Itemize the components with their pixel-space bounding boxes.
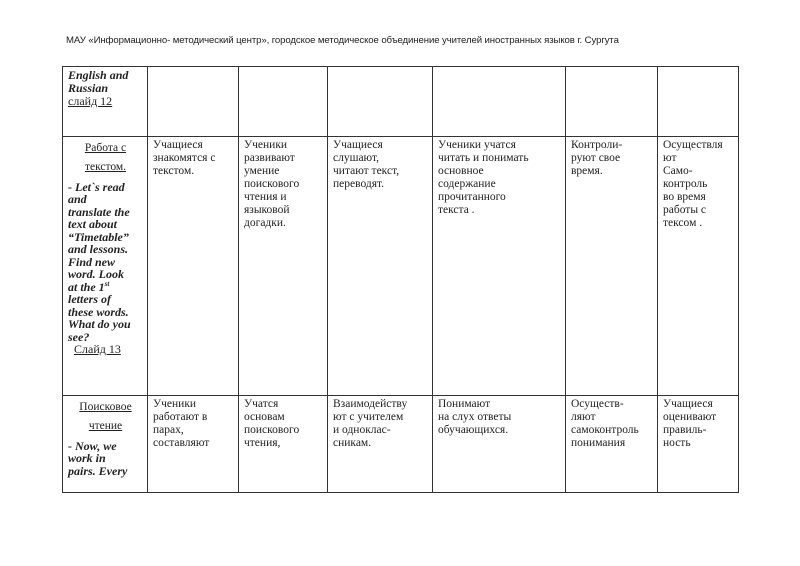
text-line: Осуществля [663,139,723,151]
text-line: Учащиеся [333,139,383,151]
text-line: на слух ответы [438,411,512,423]
text-line: Взаимодейству [333,398,408,410]
text-line: время. [571,165,603,177]
text-line: Само- [663,165,693,177]
text-line: Осуществ- [571,398,624,410]
stage-title [68,398,143,437]
text-line: and lessons. [68,242,129,257]
slide-reference: Слайд 13 [74,342,121,357]
text-line: and [68,192,87,207]
text-line: контроль [663,178,708,190]
text-line: содержание [438,178,496,190]
text-line: поискового [244,424,300,436]
text-line: Find new [68,254,116,269]
stage-cell [63,137,148,396]
text-line: основное [438,165,484,177]
text-line: Ученики [244,139,288,151]
text-line: читают текст, [333,165,400,177]
text-line: - Now, we [68,438,117,453]
text-line: Russian [68,80,109,95]
slide-reference: слайд 12 [68,94,113,108]
table-cell [566,67,658,137]
text-line: чтения, [244,437,281,449]
text-line: работают в [153,411,208,423]
table-cell [148,67,239,137]
text-line: обучающихся. [438,424,509,436]
stage-english-instructions [68,181,143,344]
table-cell [566,396,658,493]
text-line: слушают, [333,152,380,164]
table-row [63,67,739,137]
text-line: понимания [571,437,626,449]
text-line: Поисковое [79,401,132,413]
text-line: текстом. [84,161,127,174]
text-span: at the 1 [68,279,105,294]
text-line: догадки. [244,217,286,229]
stage-english-title [68,69,143,94]
table-cell [239,137,328,396]
text-line: работы с [663,204,707,216]
text-line: Ученики [153,398,197,410]
text-line: самоконтроль [571,424,639,436]
text-line: чтение [88,420,123,433]
text-line: и одноклас- [333,424,391,436]
text-line: во время [663,191,706,203]
text-line: ность [663,437,691,449]
table-cell [328,396,433,493]
text-line: ют с учителем [333,411,404,423]
stage-cell [63,67,148,137]
text-line: word. Look [68,267,125,282]
text-line: letters of [68,292,111,307]
table-cell [328,67,433,137]
table-cell [433,67,566,137]
text-line: основам [244,411,285,423]
text-line: развивают [244,152,295,164]
text-line: see? [68,329,90,344]
text-line: поискового [244,178,300,190]
table-cell [658,396,739,493]
table-cell [239,396,328,493]
table-cell [566,137,658,396]
text-line: тексом . [663,217,703,229]
text-line: прочитанного [438,191,506,203]
text-line: правиль- [663,424,707,436]
text-line: переводят. [333,178,385,190]
text-line: умение [244,165,280,177]
text-line: these words. [68,304,129,319]
text-line: оценивают [663,411,717,423]
table-cell [433,137,566,396]
table-cell [658,137,739,396]
text-line: Работа с [84,142,127,154]
superscript: st [104,279,110,288]
text-line: ляют [571,411,596,423]
table-cell [148,137,239,396]
text-line: What do you [68,317,131,332]
stage-english-instructions [68,440,143,478]
text-line: - Let`s read [68,179,125,194]
document-header: МАУ «Информационно- методический центр», городское методическое объединение учителей иностранных языков г. Сургута [66,35,619,46]
text-line: translate the [68,204,130,219]
text-line: ют [663,152,677,164]
stage-title [68,139,143,178]
text-line: “Timetable” [68,229,129,244]
text-line: English and [68,68,129,82]
text-line: текстом. [153,165,195,177]
text-line: Учащиеся [153,139,203,151]
table-cell [433,396,566,493]
text-line: текста . [438,204,475,216]
text-line: Контроли- [571,139,623,151]
text-line: сникам. [333,437,372,449]
text-line: text about [68,217,118,232]
stage-cell [63,396,148,493]
lesson-plan-table [62,66,739,493]
text-line: чтения и [244,191,287,203]
text-line: читать и понимать [438,152,529,164]
text-line: знакомятся с [153,152,216,164]
table-cell [658,67,739,137]
text-line: составляют [153,437,210,449]
table-cell [148,396,239,493]
table-cell [239,67,328,137]
text-line: руют свое [571,152,621,164]
table-row [63,396,739,493]
text-line: языковой [244,204,290,216]
text-line: парах, [153,424,184,436]
text-line: Учатся [244,398,279,410]
table-row [63,137,739,396]
table-cell [328,137,433,396]
text-line: Понимают [438,398,491,410]
text-line: Учащиеся [663,398,713,410]
text-line: work in [68,451,106,466]
text-line: pairs. Every [68,463,128,478]
text-line: Ученики учатся [438,139,516,151]
